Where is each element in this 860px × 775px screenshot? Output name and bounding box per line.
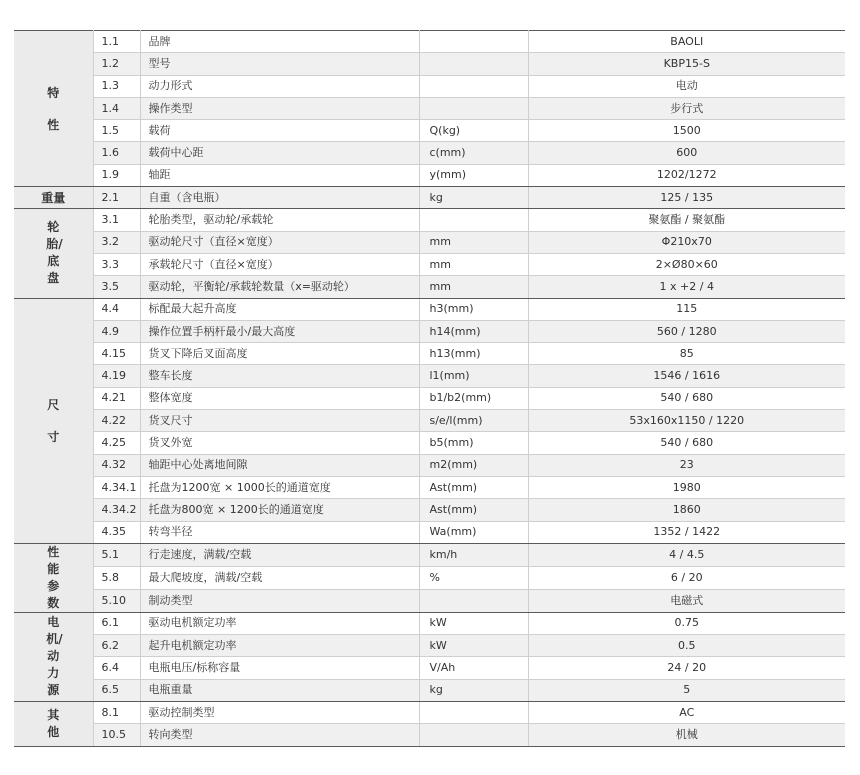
spec-row: [14, 724, 845, 746]
category-label: 电机/动力源: [46, 615, 63, 698]
item-value: 聚氨酯 / 聚氨酯: [528, 209, 845, 231]
item-number: 3.1: [93, 209, 140, 231]
item-name: 自重（含电瓶）: [140, 187, 419, 209]
category-motor-power: [14, 612, 93, 701]
item-number: 4.32: [93, 454, 140, 476]
item-number: 5.8: [93, 566, 140, 589]
item-number: 4.19: [93, 365, 140, 387]
item-number: 4.21: [93, 387, 140, 409]
spec-row: [14, 476, 845, 498]
item-unit: [419, 589, 528, 612]
spec-row: [14, 679, 845, 701]
item-number: 4.15: [93, 343, 140, 365]
item-unit: mm: [419, 253, 528, 275]
spec-table: [14, 30, 845, 747]
item-number: 6.1: [93, 612, 140, 634]
item-name: 起升电机额定功率: [140, 635, 419, 657]
item-name: 操作类型: [140, 97, 419, 119]
spec-row: [14, 276, 845, 298]
item-name: 最大爬坡度，满载/空载: [140, 566, 419, 589]
item-value: 4 / 4.5: [528, 543, 845, 566]
item-unit: [419, 75, 528, 97]
item-unit: [419, 724, 528, 746]
item-number: 5.1: [93, 543, 140, 566]
item-name: 行走速度，满载/空载: [140, 543, 419, 566]
spec-row: [14, 432, 845, 454]
item-name: 整体宽度: [140, 387, 419, 409]
item-name: 转弯半径: [140, 521, 419, 543]
item-value: 1980: [528, 476, 845, 498]
item-unit: kW: [419, 635, 528, 657]
spec-row: [14, 209, 845, 231]
item-name: 货叉外宽: [140, 432, 419, 454]
item-unit: c(mm): [419, 142, 528, 164]
category-performance: [14, 543, 93, 612]
item-value: KBP15-S: [528, 53, 845, 75]
spec-row: [14, 589, 845, 612]
item-number: 1.1: [93, 31, 140, 53]
item-value: 步行式: [528, 97, 845, 119]
item-number: 4.34.1: [93, 476, 140, 498]
item-name: 动力形式: [140, 75, 419, 97]
item-unit: mm: [419, 276, 528, 298]
item-number: 1.2: [93, 53, 140, 75]
spec-row: [14, 543, 845, 566]
item-unit: %: [419, 566, 528, 589]
item-name: 货叉下降后叉面高度: [140, 343, 419, 365]
item-value: 1 x +2 / 4: [528, 276, 845, 298]
item-value: 1546 / 1616: [528, 365, 845, 387]
item-name: 品牌: [140, 31, 419, 53]
item-value: Φ210x70: [528, 231, 845, 253]
spec-row: [14, 120, 845, 142]
item-name: 载荷中心距: [140, 142, 419, 164]
item-name: 托盘为1200宽 × 1000长的通道宽度: [140, 476, 419, 498]
category-label: 其他: [47, 707, 60, 739]
item-value: 85: [528, 343, 845, 365]
item-value: 23: [528, 454, 845, 476]
category-tyres-chassis: [14, 209, 93, 298]
spec-row: [14, 164, 845, 186]
item-value: 125 / 135: [528, 187, 845, 209]
item-unit: Ast(mm): [419, 476, 528, 498]
item-unit: h14(mm): [419, 320, 528, 342]
item-number: 3.5: [93, 276, 140, 298]
item-unit: km/h: [419, 543, 528, 566]
item-name: 电瓶重量: [140, 679, 419, 701]
item-number: 3.2: [93, 231, 140, 253]
item-number: 5.10: [93, 589, 140, 612]
item-value: 电动: [528, 75, 845, 97]
spec-row: [14, 612, 845, 634]
item-name: 轮胎类型，驱动轮/承载轮: [140, 209, 419, 231]
item-number: 1.5: [93, 120, 140, 142]
item-value: 2×Ø80×60: [528, 253, 845, 275]
spec-row: [14, 702, 845, 724]
category-label: 特性: [47, 85, 60, 132]
spec-row: [14, 320, 845, 342]
item-unit: b5(mm): [419, 432, 528, 454]
item-number: 6.2: [93, 635, 140, 657]
item-name: 整车长度: [140, 365, 419, 387]
spec-row: [14, 499, 845, 521]
item-name: 驱动控制类型: [140, 702, 419, 724]
item-number: 4.9: [93, 320, 140, 342]
item-number: 4.34.2: [93, 499, 140, 521]
spec-row: [14, 75, 845, 97]
spec-row: [14, 97, 845, 119]
spec-row: [14, 31, 845, 53]
item-number: 3.3: [93, 253, 140, 275]
item-unit: h3(mm): [419, 298, 528, 320]
item-unit: Q(kg): [419, 120, 528, 142]
item-value: 540 / 680: [528, 432, 845, 454]
item-value: 0.5: [528, 635, 845, 657]
spec-row: [14, 187, 845, 209]
category-weight: [14, 187, 93, 209]
item-unit: y(mm): [419, 164, 528, 186]
category-other: [14, 702, 93, 747]
item-name: 型号: [140, 53, 419, 75]
item-name: 承载轮尺寸（直径×宽度）: [140, 253, 419, 275]
spec-row: [14, 454, 845, 476]
item-number: 1.9: [93, 164, 140, 186]
item-value: 电磁式: [528, 589, 845, 612]
spec-table-body: [14, 31, 845, 747]
item-unit: l1(mm): [419, 365, 528, 387]
item-name: 驱动轮，平衡轮/承载轮数量（x=驱动轮）: [140, 276, 419, 298]
item-value: 24 / 20: [528, 657, 845, 679]
item-number: 6.4: [93, 657, 140, 679]
item-unit: kg: [419, 187, 528, 209]
spec-row: [14, 365, 845, 387]
item-number: 4.22: [93, 410, 140, 432]
item-number: 2.1: [93, 187, 140, 209]
item-value: 机械: [528, 724, 845, 746]
item-unit: mm: [419, 231, 528, 253]
spec-row: [14, 231, 845, 253]
category-features: [14, 31, 93, 187]
item-value: 0.75: [528, 612, 845, 634]
item-unit: b1/b2(mm): [419, 387, 528, 409]
item-value: 540 / 680: [528, 387, 845, 409]
item-number: 4.25: [93, 432, 140, 454]
spec-row: [14, 387, 845, 409]
item-value: 5: [528, 679, 845, 701]
item-name: 制动类型: [140, 589, 419, 612]
item-unit: m2(mm): [419, 454, 528, 476]
item-value: 1202/1272: [528, 164, 845, 186]
item-number: 4.35: [93, 521, 140, 543]
item-name: 电瓶电压/标称容量: [140, 657, 419, 679]
item-name: 轴距: [140, 164, 419, 186]
item-unit: [419, 31, 528, 53]
category-label: 重量: [41, 190, 66, 205]
spec-row: [14, 53, 845, 75]
item-value: BAOLI: [528, 31, 845, 53]
spec-row: [14, 635, 845, 657]
spec-row: [14, 298, 845, 320]
category-label: 轮胎/底盘: [46, 220, 63, 286]
item-unit: V/Ah: [419, 657, 528, 679]
item-value: 560 / 1280: [528, 320, 845, 342]
item-number: 8.1: [93, 702, 140, 724]
item-number: 6.5: [93, 679, 140, 701]
spec-row: [14, 343, 845, 365]
category-label: 性能参数: [47, 544, 60, 610]
spec-row: [14, 657, 845, 679]
spec-row: [14, 566, 845, 589]
item-number: 1.4: [93, 97, 140, 119]
item-unit: [419, 53, 528, 75]
spec-row: [14, 521, 845, 543]
item-unit: [419, 702, 528, 724]
item-name: 驱动轮尺寸（直径×宽度）: [140, 231, 419, 253]
item-name: 操作位置手柄杆最小/最大高度: [140, 320, 419, 342]
spec-row: [14, 253, 845, 275]
item-unit: [419, 97, 528, 119]
item-value: 1860: [528, 499, 845, 521]
spec-row: [14, 410, 845, 432]
item-unit: s/e/l(mm): [419, 410, 528, 432]
item-name: 托盘为800宽 × 1200长的通道宽度: [140, 499, 419, 521]
item-value: 6 / 20: [528, 566, 845, 589]
item-number: 10.5: [93, 724, 140, 746]
category-dimensions: [14, 298, 93, 543]
item-unit: Wa(mm): [419, 521, 528, 543]
item-name: 货叉尺寸: [140, 410, 419, 432]
item-number: 4.4: [93, 298, 140, 320]
item-name: 轴距中心处离地间隙: [140, 454, 419, 476]
item-number: 1.6: [93, 142, 140, 164]
item-unit: [419, 209, 528, 231]
item-unit: kW: [419, 612, 528, 634]
item-value: 1500: [528, 120, 845, 142]
item-value: 53x160x1150 / 1220: [528, 410, 845, 432]
item-name: 驱动电机额定功率: [140, 612, 419, 634]
spec-row: [14, 142, 845, 164]
item-name: 标配最大起升高度: [140, 298, 419, 320]
item-number: 1.3: [93, 75, 140, 97]
item-value: 1352 / 1422: [528, 521, 845, 543]
item-name: 转向类型: [140, 724, 419, 746]
item-unit: kg: [419, 679, 528, 701]
item-unit: h13(mm): [419, 343, 528, 365]
item-name: 载荷: [140, 120, 419, 142]
item-value: AC: [528, 702, 845, 724]
item-value: 115: [528, 298, 845, 320]
category-label: 尺寸: [47, 397, 60, 444]
item-unit: Ast(mm): [419, 499, 528, 521]
item-value: 600: [528, 142, 845, 164]
